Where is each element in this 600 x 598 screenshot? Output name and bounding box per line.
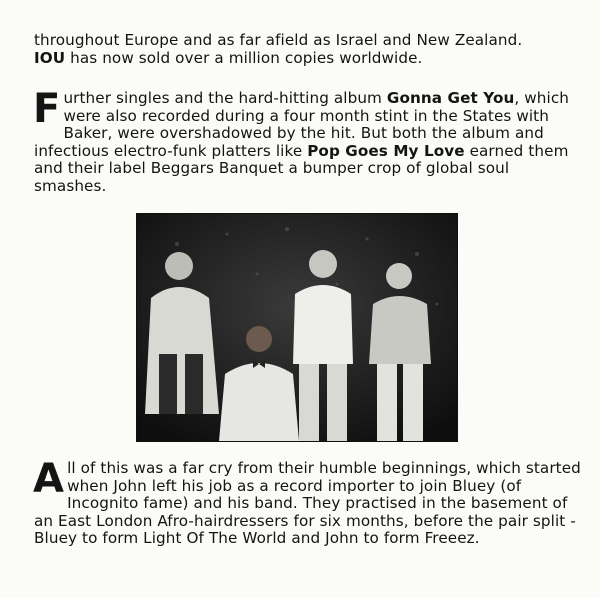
paragraph-singles <box>33 86 582 196</box>
para1-line1: throughout Europe and as far afield as Israel and New Zealand. <box>34 31 523 49</box>
dropcap-f: F <box>33 86 61 132</box>
album-title: Gonna Get You <box>386 89 515 107</box>
para2-text-3: earned them and their label Beggars Banquet a bumper crop of global soul smashes. <box>34 141 569 195</box>
para3-text: ll of this was a far cry from their humble beginnings, which started when John left his job as a record importer to join Bluey (of Incognito fame) and his band. They practised in the basement of an East London Afro-hairdressers for six months, before the pair split - Bluey to form Light Of The World and John to form Freeez. <box>34 459 581 548</box>
song-title-iou: IOU <box>34 48 66 67</box>
dropcap-a: A <box>33 456 65 502</box>
para2-text-2: , which were also recorded during a four month stint in the States with Baker, were overshadowed by the hit. But both the album and infectious electro-funk platters like <box>34 89 570 160</box>
paragraph-beginnings <box>33 456 582 548</box>
single-title: Pop Goes My Love <box>307 141 465 160</box>
paragraph-intro <box>34 32 582 67</box>
para2-text-1: urther singles and the hard-hitting album <box>63 89 387 107</box>
band-photo <box>136 213 458 442</box>
para1-line2: has now sold over a million copies worldwide. <box>65 48 423 67</box>
